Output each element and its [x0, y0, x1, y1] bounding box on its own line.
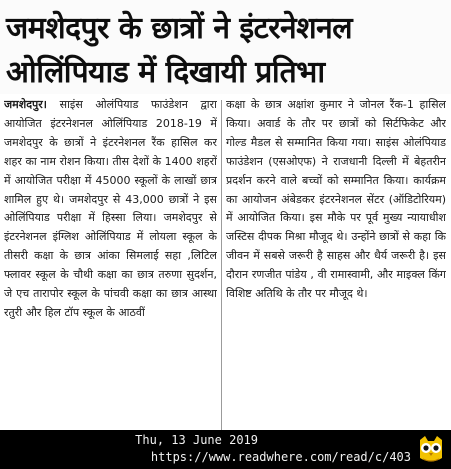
article-paragraph-left	[4, 96, 217, 323]
source-url[interactable]: https://www.readwhere.com/read/c/403	[150, 450, 411, 464]
publish-date: Thu, 13 June 2019	[135, 433, 258, 447]
footer-bar	[0, 430, 451, 469]
owl-icon	[416, 434, 446, 466]
article-column-right	[226, 96, 446, 437]
headline-line-2: ओलिंपियाड में दिखायी प्रतिभा	[6, 55, 325, 90]
article-body-left: साइंस ओलंपियाड फाउंडेशन द्वारा आयोजित इंटरनेशनल ओलिंपियाड 2018-19 में जमशेदपुर के छात्रों ने इंटरनेशनल रैंक हासिल कर शहर का नाम रोशन किया। तीस देशों के 1400 शहरों में आयोजित परीक्षा में 45000 स्कूलों के लाखों छात्र शामिल हुए थे। जमशेदपुर से 43,000 छात्रों ने इस ओलिंपियाड परीक्षा में हिस्सा लिया। जमशेदपुर से इंटरनेशनल इंग्लिश ओलिंपियाड में लोयला स्कूल के तीसरी कक्षा के छात्र आंका सिमलाई सहा ,लिटिल फ्लावर स्कूल के चौथी कक्षा का छात्र तरुणा सुदर्शन, जे एच तारापोर स्कूल के पांचवी कक्षा का छात्र आस्था रतुरी और हिल टॉप स्कूल के आठवीं	[4, 98, 217, 319]
headline	[0, 0, 451, 94]
article-column-left	[4, 96, 217, 437]
dateline: जमशेदपुर।	[4, 98, 47, 111]
headline-line-1: जमशेदपुर के छात्रों ने इंटरनेशनल	[6, 11, 353, 46]
column-divider	[221, 100, 222, 436]
article-body-right: कक्षा के छात्र अक्षांश कुमार ने जोनल रैंक-1 हासिल किया। अवार्ड के तौर पर छात्रों को सिर्टफिकेट और गोल्ड मैडल से सम्मानित किया गया। साइंस ओलंपियाड फाउंडेशन (एसओएफ) ने राजधानी दिल्ली में बेहतरीन प्रदर्शन करने वाले बच्चों को सम्मानित किया। कार्यक्रम का आयोजन अंबेडकर इंटरनेशनल सेंटर (ऑडिटोरियम) में आयोजित किया। इस मौके पर पूर्व मुख्य न्यायाधीश जस्टिस दीपक मिश्रा मौजूद थे। उन्होंने छात्रों से कहा कि जीवन में सबसे जरूरी है साहस और धैर्य जरूरी है। इस दौरान रणजीत पांडेय , वी रामास्वामी, और माइक्ल किंग विशिष्ट अतिथि के तौर पर मौजूद थे।	[226, 98, 446, 301]
